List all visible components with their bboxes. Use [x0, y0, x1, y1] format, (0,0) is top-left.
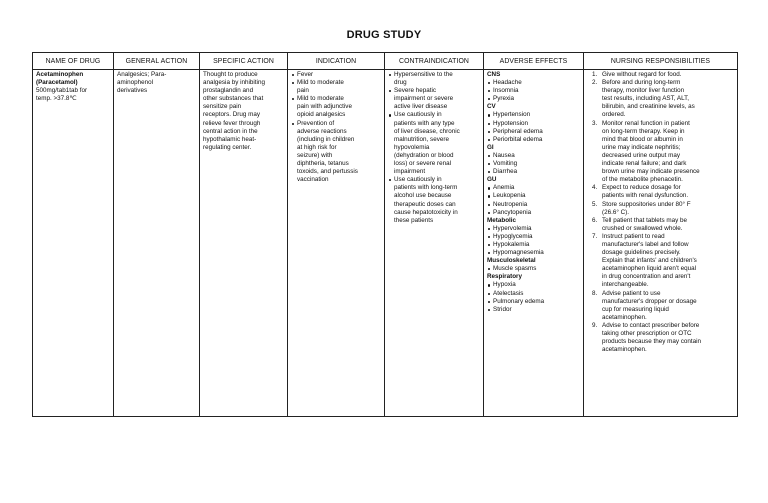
- general-action-cell: [114, 70, 200, 417]
- nursing-responsibilities-cell: [584, 70, 738, 417]
- indication-item: Mild to moderate pain with adjunctive opioid analgesics: [291, 95, 381, 119]
- adverse-effects-cell: [484, 70, 584, 417]
- adverse-item: Stridor: [487, 306, 580, 314]
- adverse-list-gu: [487, 184, 580, 216]
- nursing-item: 8. Advise patient to use manufacturer's dropper or dosage cup for measuring liquid acetaminophen.: [599, 290, 734, 322]
- adverse-category-musculoskeletal: Musculoskeletal: [487, 257, 536, 265]
- indication-cell: [288, 70, 385, 417]
- adverse-category-cns: CNS: [487, 71, 501, 78]
- adverse-category-respiratory: Respiratory: [487, 273, 522, 281]
- drug-name: Acetaminophen (Paracetamol): [36, 71, 84, 87]
- header-nursing-responsibilities: NURSING RESPONSIBILITIES: [584, 53, 738, 70]
- adverse-item: Nausea: [487, 152, 580, 160]
- contraindication-item: Hypersensitive to the drug: [388, 71, 480, 87]
- nursing-item: 9. Advise to contact prescriber before taking other prescription or OTC products because they may contain acetaminophen.: [599, 322, 734, 354]
- adverse-item: Peripheral edema: [487, 128, 580, 136]
- adverse-list-gi: [487, 152, 580, 176]
- specific-action-text: Thought to produce analgesia by inhibiting prostaglandin and other substances that sensitize pain receptors. Drug may relieve fever through central action in the hypothalamic heat- regulating center.: [203, 71, 265, 151]
- contraindication-cell: [385, 70, 484, 417]
- contraindication-list: [388, 71, 480, 225]
- indication-list: [291, 71, 381, 184]
- indication-item: Prevention of adverse reactions (including in children at high risk for seizure) with diphtheria, tetanus toxoids, and pertussis vaccination: [291, 120, 381, 185]
- adverse-category-cv: CV: [487, 103, 496, 111]
- adverse-item: Hypertension: [487, 111, 580, 119]
- nursing-responsibilities-list: [587, 71, 734, 354]
- nursing-item: 5. Store suppositories under 80° F (26.6° C).: [599, 201, 734, 217]
- adverse-item: Hypokalemia: [487, 241, 580, 249]
- adverse-item: Muscle spasms: [487, 265, 580, 273]
- header-general-action: GENERAL ACTION: [114, 53, 200, 70]
- document-title: DRUG STUDY: [346, 29, 422, 41]
- adverse-category-metabolic: Metabolic: [487, 216, 517, 224]
- general-action-text: Analgesics; Para- aminophenol derivatives: [117, 71, 167, 95]
- adverse-item: Pulmonary edema: [487, 298, 580, 306]
- header-contraindication: CONTRAINDICATION: [385, 53, 484, 70]
- drug-dose: 500mg/tab1tab for temp. >37.8℃: [36, 87, 88, 103]
- adverse-item: Anemia: [487, 184, 580, 192]
- drug-row: [33, 70, 738, 417]
- adverse-item: Headache: [487, 79, 580, 87]
- adverse-list-musculoskeletal: [487, 265, 580, 273]
- nursing-item: 2. Before and during long-term therapy, monitor liver function test results, including AST, ALT, bilirubin, and creatinine levels, as ordered.: [599, 79, 734, 119]
- adverse-list-cv: [487, 111, 580, 143]
- indication-item: Fever: [291, 71, 381, 79]
- nursing-item: 1. Give without regard for food.: [599, 71, 734, 79]
- adverse-item: Insomnia: [487, 87, 580, 95]
- indication-item: Mild to moderate pain: [291, 79, 381, 95]
- nursing-item: 7. Instruct patient to read manufacturer's label and follow dosage guidelines precisely. Explain that infants' and children's acetaminophen liquid aren't equal in drug concentration and aren't interchangeable.: [599, 233, 734, 290]
- header-specific-action: SPECIFIC ACTION: [200, 53, 288, 70]
- adverse-item: Hypotension: [487, 120, 580, 128]
- contraindication-item: Use cautiously in patients with long-term alcohol use because therapeutic doses can cause hepatotoxicity in these patients: [388, 176, 480, 225]
- adverse-item: Hypervolemia: [487, 225, 580, 233]
- adverse-category-gi: GI: [487, 143, 494, 151]
- adverse-item: Hypoxia: [487, 281, 580, 289]
- drug-study-table: [32, 52, 738, 417]
- name-of-drug-cell: [33, 70, 114, 417]
- adverse-item: Pyrexia: [487, 95, 580, 103]
- contraindication-item: Severe hepatic impairment or severe active liver disease: [388, 87, 480, 111]
- adverse-item: Diarrhea: [487, 168, 580, 176]
- adverse-item: Atelectasis: [487, 290, 580, 298]
- specific-action-cell: [200, 70, 288, 417]
- adverse-item: Periorbital edema: [487, 136, 580, 144]
- adverse-list-metabolic: [487, 225, 580, 257]
- nursing-item: 3. Monitor renal function in patient on long-term therapy. Keep in mind that blood or albumin in urine may indicate nephritis; decreased urine output may indicate renal failure; and dark brown urine may indicate presence of the metabolite phenacetin.: [599, 120, 734, 185]
- adverse-item: Leukopenia: [487, 192, 580, 200]
- adverse-item: Vomiting: [487, 160, 580, 168]
- adverse-item: Hypomagnesemia: [487, 249, 580, 257]
- adverse-item: Hypoglycemia: [487, 233, 580, 241]
- nursing-item: 4. Expect to reduce dosage for patients with renal dysfunction.: [599, 184, 734, 200]
- adverse-item: Pancytopenia: [487, 209, 580, 217]
- adverse-item: Neutropenia: [487, 201, 580, 209]
- adverse-list-cns: [487, 79, 580, 103]
- adverse-category-gu: GU: [487, 176, 497, 184]
- header-name-of-drug: NAME OF DRUG: [33, 53, 114, 70]
- adverse-list-respiratory: [487, 281, 580, 313]
- contraindication-item: Use cautiously in patients with any type of liver disease, chronic malnutrition, severe hypovolemia (dehydration or blood loss) or severe renal impairment: [388, 111, 480, 176]
- nursing-item: 6. Tell patient that tablets may be crushed or swallowed whole.: [599, 217, 734, 233]
- header-row: [33, 53, 738, 70]
- header-adverse-effects: ADVERSE EFFECTS: [484, 53, 584, 70]
- header-indication: INDICATION: [288, 53, 385, 70]
